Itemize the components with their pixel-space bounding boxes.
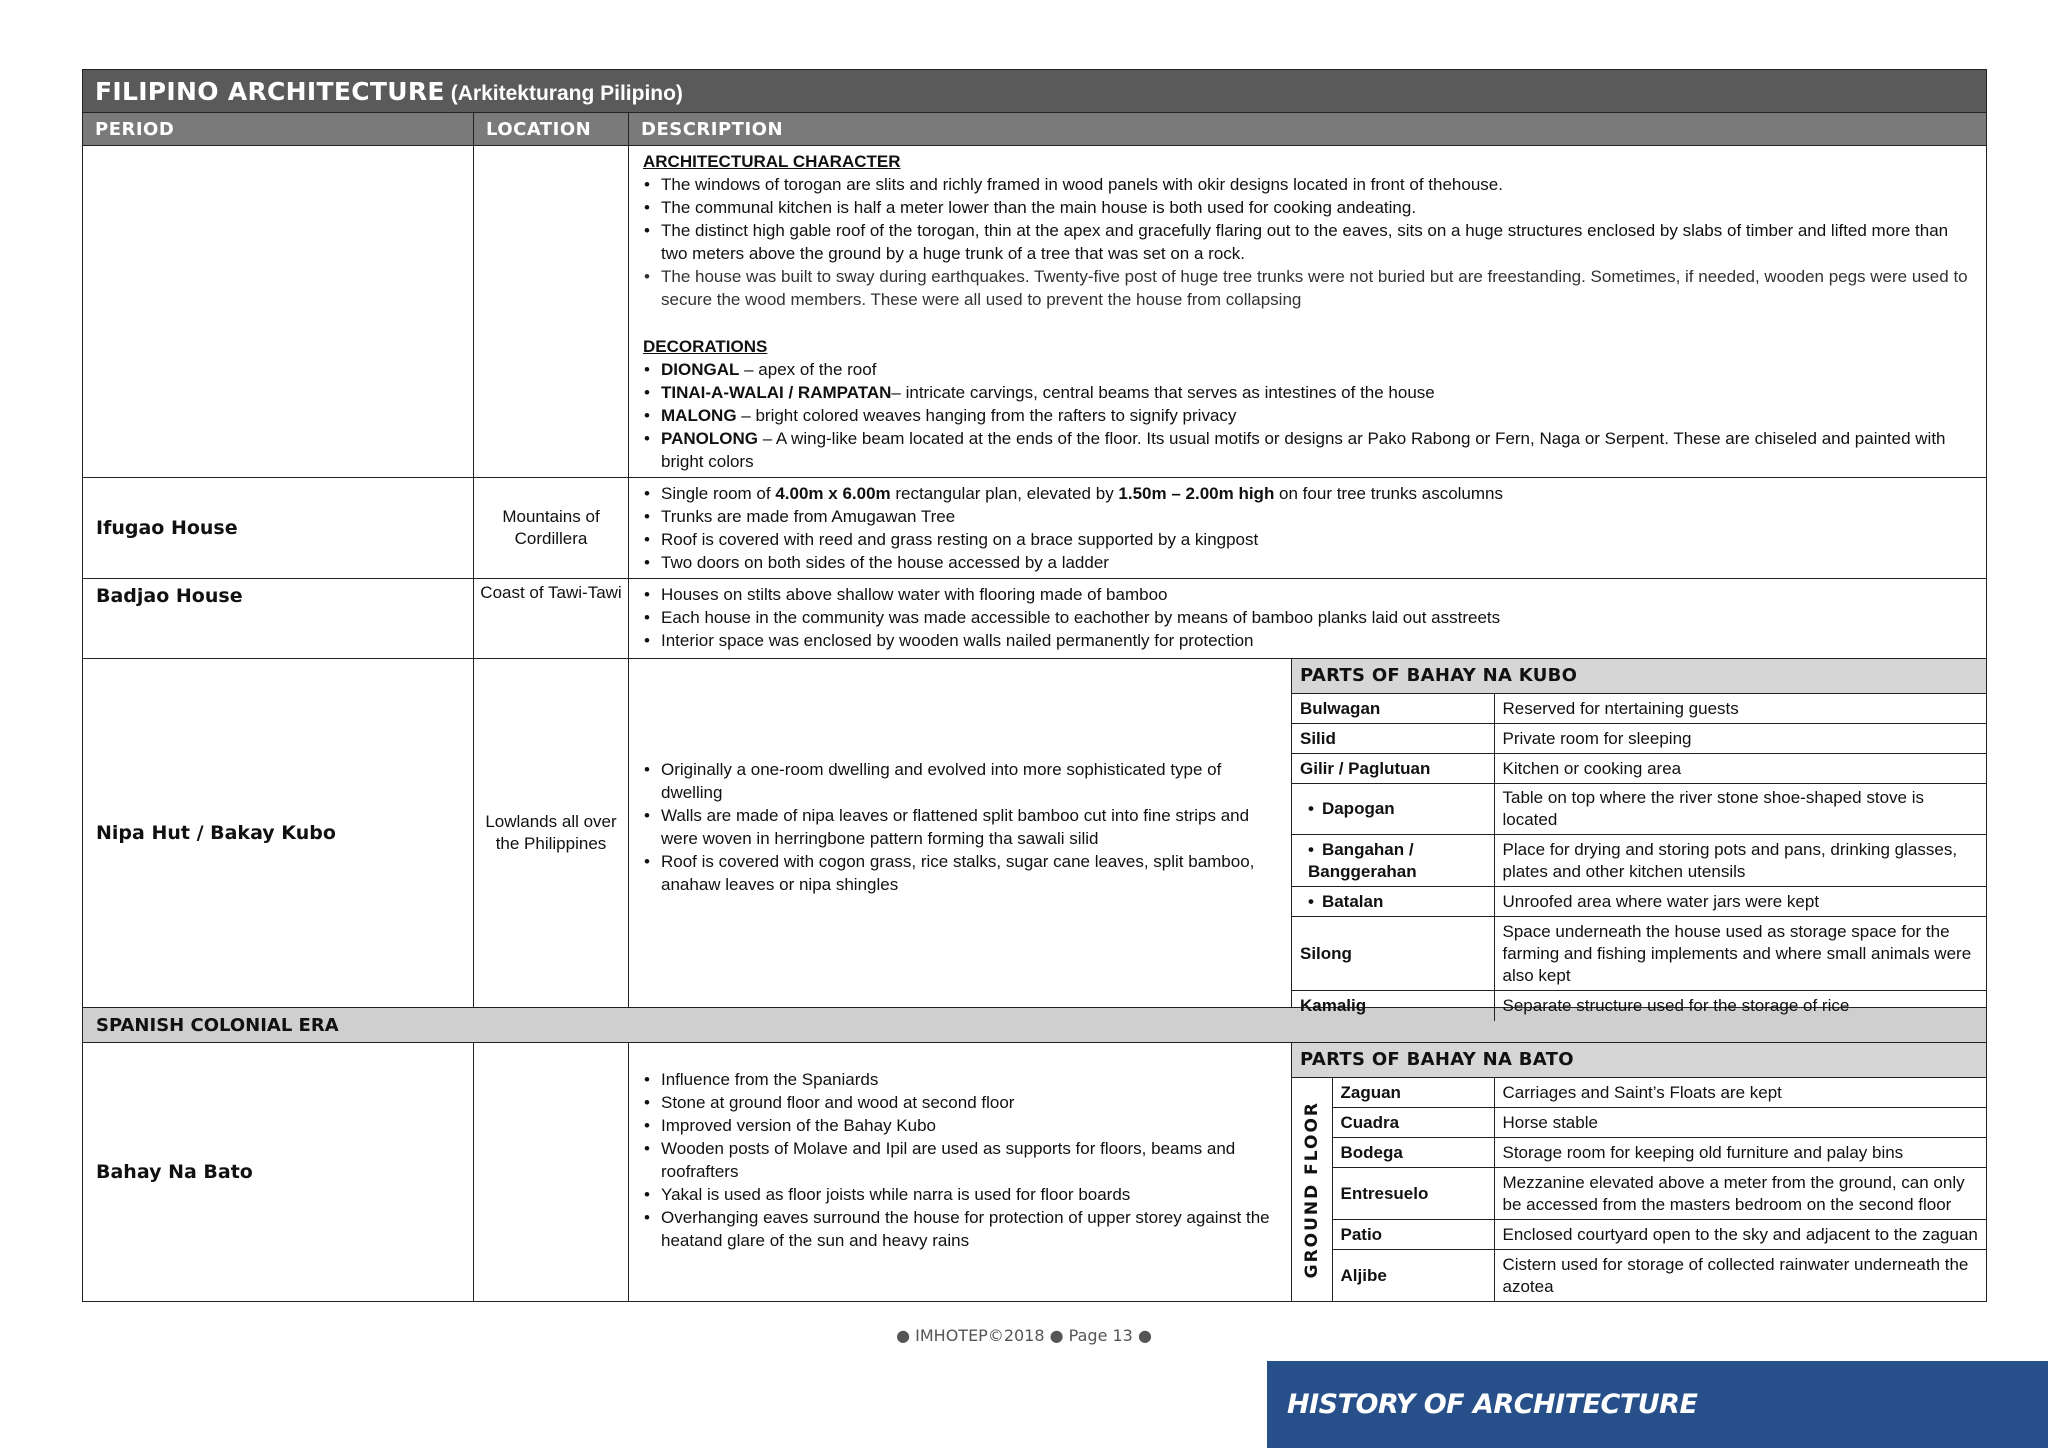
deco-text: – bright colored weaves hanging from the rafters to signify privacy — [736, 406, 1237, 425]
nipa-location: Lowlands all over the Philippines — [474, 659, 629, 1008]
bato-parts — [1292, 1043, 1986, 1301]
bato-desc-text — [629, 1043, 1292, 1301]
header-period: PERIOD — [83, 113, 474, 146]
part-desc: Unroofed area where water jars were kept — [1494, 887, 1986, 917]
nipa-desc-text — [629, 659, 1292, 1007]
nipa-parts — [1292, 659, 1986, 1015]
list-item: • Roof is covered with reed and grass resting on a brace supported by a kingpost — [642, 528, 1974, 551]
part-desc: Mezzanine elevated above a meter from the ground, can only be accessed from the masters bedroom on the second floor — [1494, 1168, 1986, 1220]
list-item: • Improved version of the Bahay Kubo — [642, 1114, 1279, 1137]
ground-floor-label: GROUND FLOOR — [1301, 1100, 1322, 1279]
list-item: • Overhanging eaves surround the house for protection of upper storey against the heatand glare of the sun and heavy rains — [642, 1206, 1279, 1252]
ifugao-description — [629, 478, 1987, 579]
bato-description — [629, 1043, 1987, 1302]
parts-bato-title: PARTS OF BAHAY NA BATO — [1292, 1043, 1986, 1078]
page-footer: ● IMHOTEP©2018 ● Page 13 ● — [896, 1326, 1152, 1345]
part-desc: Storage room for keeping old furniture and palay bins — [1494, 1138, 1986, 1168]
bato-list — [642, 1068, 1279, 1252]
table-title — [83, 70, 1987, 113]
ground-floor-cell — [1292, 1078, 1332, 1302]
list-item: • The distinct high gable roof of the torogan, thin at the apex and gracefully flaring out to the eaves, sits on a huge structures enclosed by slabs of timber and lifted more than two meters above the ground by a huge trunk of a tree that was set on a rock. — [642, 219, 1974, 265]
decorations-title: DECORATIONS — [643, 337, 768, 356]
part-name: Bodega — [1332, 1138, 1494, 1168]
badjao-description — [629, 579, 1987, 659]
part-name: Zaguan — [1332, 1078, 1494, 1108]
ifugao-row — [83, 478, 1987, 579]
ifugao-location: Mountains of Cordillera — [474, 478, 629, 579]
deco-text: – apex of the roof — [739, 360, 877, 379]
part-name: Bulwagan — [1292, 694, 1494, 724]
list-item: • The communal kitchen is half a meter lower than the main house is both used for cooking andeating. — [642, 196, 1974, 219]
part-desc: Carriages and Saint’s Floats are kept — [1494, 1078, 1986, 1108]
deco-term: PANOLONG — [661, 429, 758, 448]
parts-bahay-bato-table — [1292, 1043, 1986, 1302]
nipa-description — [629, 659, 1987, 1015]
header-description: DESCRIPTION — [629, 113, 1987, 146]
list-item: • The windows of torogan are slits and richly framed in wood panels with okir designs located in front of thehouse. — [642, 173, 1974, 196]
torogan-row — [83, 146, 1987, 478]
part-name: Aljibe — [1332, 1250, 1494, 1302]
deco-term: TINAI-A-WALAI / RAMPATAN — [661, 383, 892, 402]
list-item: • Two doors on both sides of the house accessed by a ladder — [642, 551, 1974, 574]
list-item: • Roof is covered with cogon grass, rice stalks, sugar cane leaves, split bamboo, anahaw leaves or nipa shingles — [642, 850, 1279, 896]
part-name: Gilir / Paglutuan — [1292, 754, 1494, 784]
list-item: • Influence from the Spaniards — [642, 1068, 1279, 1091]
ifugao-period: Ifugao House — [83, 478, 474, 579]
part-name: Silong — [1292, 917, 1494, 991]
part-name: • Batalan — [1292, 887, 1494, 917]
part-name: Patio — [1332, 1220, 1494, 1250]
part-desc: Enclosed courtyard open to the sky and adjacent to the zaguan — [1494, 1220, 1986, 1250]
torogan-period — [83, 146, 474, 478]
list-item — [642, 381, 1974, 404]
nipa-period: Nipa Hut / Bakay Kubo — [83, 659, 474, 1008]
badjao-list — [642, 583, 1974, 652]
list-item: • The house was built to sway during earthquakes. Twenty-five post of huge tree trunks were not buried but are freestanding. Sometimes, if needed, wooden pegs were used to secure the wood members. These were all used to prevent the house from collapsing — [642, 265, 1974, 311]
list-item: • Yakal is used as floor joists while narra is used for floor boards — [642, 1183, 1279, 1206]
badjao-location: Coast of Tawi-Tawi — [474, 579, 629, 659]
list-item: • Stone at ground floor and wood at second floor — [642, 1091, 1279, 1114]
part-desc: Separate structure used for the storage of rice — [1494, 991, 1986, 1021]
list-item: • Originally a one-room dwelling and evolved into more sophisticated type of dwelling — [642, 758, 1279, 804]
arch-character-title: ARCHITECTURAL CHARACTER — [643, 152, 901, 171]
parts-kubo-title: PARTS OF BAHAY NA KUBO — [1292, 659, 1986, 694]
list-item — [642, 427, 1974, 473]
list-item: • Houses on stilts above shallow water with flooring made of bamboo — [642, 583, 1974, 606]
part-desc: Horse stable — [1494, 1108, 1986, 1138]
badjao-row — [83, 579, 1987, 659]
part-desc: Kitchen or cooking area — [1494, 754, 1986, 784]
parts-bahay-kubo-table — [1292, 659, 1986, 1021]
deco-text: – intricate carvings, central beams that serves as intestines of the house — [891, 383, 1435, 402]
list-item — [642, 358, 1974, 381]
era-title: SPANISH COLONIAL ERA — [83, 1008, 1987, 1043]
list-item: • Each house in the community was made accessible to eachother by means of bamboo planks laid out asstreets — [642, 606, 1974, 629]
list-item: • Interior space was enclosed by wooden walls nailed permanently for protection — [642, 629, 1974, 652]
ifugao-list — [642, 482, 1974, 574]
title-sub: (Arkitekturang Pilipino) — [450, 81, 683, 105]
part-desc: Place for drying and storing pots and pans, drinking glasses, plates and other kitchen utensils — [1494, 835, 1986, 887]
part-desc: Reserved for ntertaining guests — [1494, 694, 1986, 724]
part-name: Kamalig — [1292, 991, 1494, 1021]
bato-location — [474, 1043, 629, 1302]
torogan-description — [629, 146, 1987, 478]
nipa-list — [642, 758, 1279, 896]
part-desc: Table on top where the river stone shoe-shaped stove is located — [1494, 784, 1986, 835]
part-desc: Private room for sleeping — [1494, 724, 1986, 754]
section-banner — [1267, 1361, 2048, 1448]
list-item: • Single room of 4.00m x 6.00m rectangular plan, elevated by 1.50m – 2.00m high on four tree trunks ascolumns — [642, 482, 1974, 505]
part-name: Cuadra — [1332, 1108, 1494, 1138]
part-desc: Cistern used for storage of collected rainwater underneath the azotea — [1494, 1250, 1986, 1302]
nipa-row — [83, 659, 1987, 1008]
part-desc: Space underneath the house used as storage space for the farming and fishing implements and where small animals were also kept — [1494, 917, 1986, 991]
deco-term: MALONG — [661, 406, 737, 425]
header-row — [83, 113, 1987, 146]
torogan-location — [474, 146, 629, 478]
list-item: • Wooden posts of Molave and Ipil are used as supports for floors, beams and roofrafters — [642, 1137, 1279, 1183]
header-location: LOCATION — [474, 113, 629, 146]
part-name: • Bangahan / Banggerahan — [1292, 835, 1494, 887]
architecture-table — [82, 69, 1987, 1302]
list-item — [642, 404, 1974, 427]
bato-row — [83, 1043, 1987, 1302]
bato-period: Bahay Na Bato — [83, 1043, 474, 1302]
part-name: Silid — [1292, 724, 1494, 754]
deco-term: DIONGAL — [661, 360, 740, 379]
part-name: Entresuelo — [1332, 1168, 1494, 1220]
part-name: • Dapogan — [1292, 784, 1494, 835]
list-item: • Walls are made of nipa leaves or flattened split bamboo cut into fine strips and were woven in herringbone pattern forming tha sawali silid — [642, 804, 1279, 850]
title-main: FILIPINO ARCHITECTURE — [95, 76, 445, 106]
title-row — [83, 70, 1987, 113]
arch-character-list — [642, 173, 1974, 311]
decorations-list — [642, 358, 1974, 473]
banner-label: HISTORY OF ARCHITECTURE — [1287, 1389, 1698, 1420]
badjao-period: Badjao House — [83, 579, 474, 659]
deco-text: – A wing-like beam located at the ends of the floor. Its usual motifs or designs ar Pako Rabong or Fern, Naga or Serpent. These are chiseled and painted with bright colors — [661, 429, 1946, 471]
list-item: • Trunks are made from Amugawan Tree — [642, 505, 1974, 528]
